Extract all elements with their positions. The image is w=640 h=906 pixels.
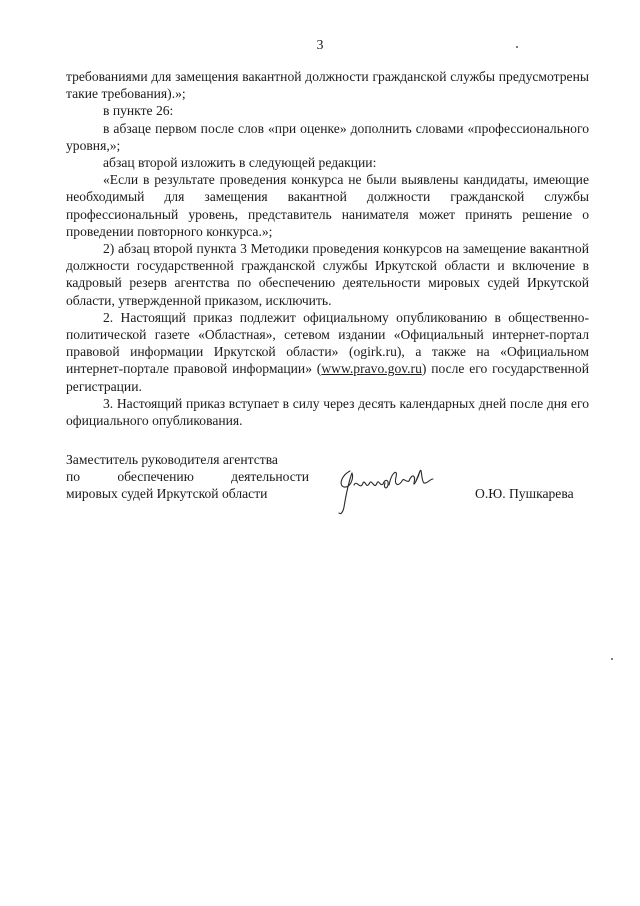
signatory-title-line: Заместитель руководителя агентства (66, 452, 278, 467)
paragraph-entry-into-force: 3. Настоящий приказ вступает в силу через десять календарных дней после дня его официального опубликования. (66, 395, 589, 429)
signatory-title-line: по обеспечению деятельности (66, 469, 309, 485)
publication-text-before: 2. Настоящий приказ подлежит официальному опубликованию в общественно-политической газете «Областная», сетевом издании «Официальный интернет-портал правовой информации Иркутской области» (ogirk.ru), а также на «Официальном интернет-портале правовой информации» ( (66, 309, 589, 377)
signatory-title-line: мировых судей Иркутской области (66, 486, 268, 502)
signature-block (66, 451, 589, 521)
paragraph-point-26: в пункте 26: (103, 103, 174, 119)
scan-speck (611, 658, 613, 660)
publication-text-after: ) после его государственной регистрации. (66, 361, 590, 394)
document-body (66, 68, 589, 429)
paragraph-publication (66, 309, 589, 395)
paragraph-continuation: требованиями для замещения вакантной должности гражданской службы предусмотрены такие требования).»; (66, 69, 589, 102)
paragraph-amendment-second: абзац второй изложить в следующей редакции: (103, 155, 377, 171)
pravo-gov-link[interactable]: www.pravo.gov.ru (321, 361, 422, 377)
paragraph-quoted-text: «Если в результате проведения конкурса не были выявлены кандидаты, имеющие необходимый для замещения вакантной должности гражданской службы профессиональный уровень, представитель нанимателя может принять решение о проведении повторного конкурса.»; (66, 172, 589, 239)
signatory-name: О.Ю. Пушкарева (475, 486, 574, 501)
paragraph-amendment-first: в абзаце первом после слов «при оценке» дополнить словами «профессионального уровня,»; (66, 120, 589, 153)
handwritten-signature (332, 457, 442, 517)
page-number: 3 (316, 38, 324, 53)
paragraph-item-2: 2) абзац второй пункта 3 Методики проведения конкурсов на замещение вакантной должности государственной гражданской службы Иркутской области и включение в кадровый резерв агентства по обеспечению деятельности мировых судей Иркутской области, утвержденной приказом, исключить. (66, 241, 589, 308)
signatory-title (66, 451, 309, 503)
scan-speck (516, 46, 518, 48)
